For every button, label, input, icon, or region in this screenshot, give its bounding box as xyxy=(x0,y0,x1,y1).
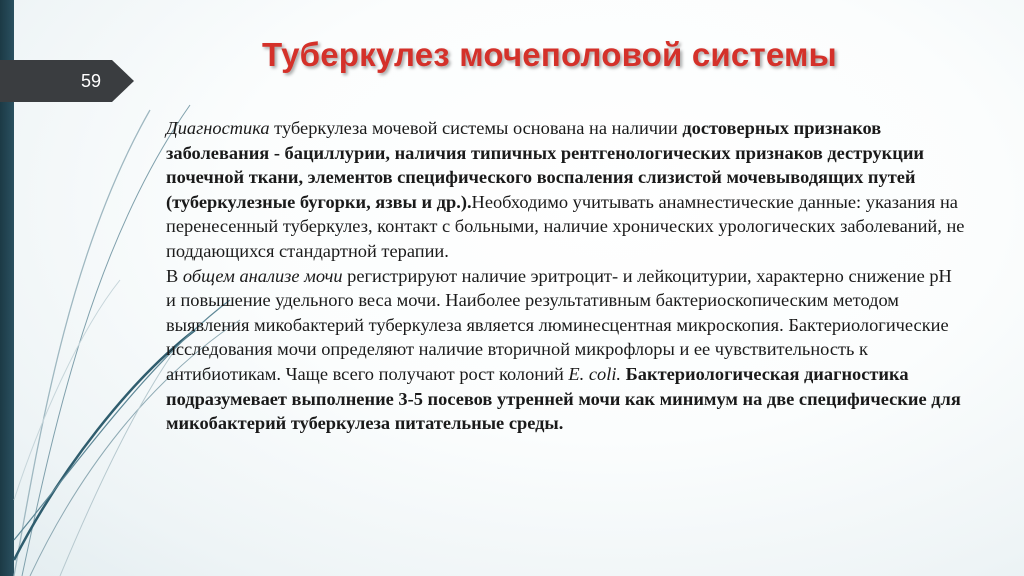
paragraph-urinalysis xyxy=(166,264,966,436)
slide-number: 59 xyxy=(80,71,102,91)
slide-title: Туберкулез мочеполовой системы xyxy=(262,36,837,73)
urinalysis-term: общем анализе мочи xyxy=(182,265,343,286)
urinalysis-lead: В xyxy=(166,265,183,286)
bacteriology-text: Бактериологическая диагностика подразумевает выполнение 3-5 посевов утренней мочи как минимум на две специфические для микобактерий туберкулеза питательные среды. xyxy=(166,363,961,434)
diagnostics-text: туберкулеза мочевой системы основана на наличии xyxy=(269,118,683,138)
paragraph-diagnostics xyxy=(166,116,966,264)
diagnostics-signs: достоверных признаков заболевания - бациллурии, наличия типичных рентгенологических признаков деструкции почечной ткани, элементов специфического воспаления слизистой мочевыводящих путей (туберкулезные бугорки, язвы и др.). xyxy=(166,118,925,212)
urinalysis-text: регистрируют наличие эритроцит- и лейкоцитурии, характерно снижение pH и повышение удельного веса мочи. Наиболее результативным бактериоскопическим методом выявления микобактерий туберкулеза является люминесцентная микроскопия. Бактериологические исследования мочи определяют наличие вторичной микрофлоры и ее чувствительность к антибиотикам. Чаще всего получают рост колоний xyxy=(166,265,952,384)
diagnostics-term: Диагностика xyxy=(166,118,270,138)
slide-body xyxy=(166,116,966,436)
anamnesis-text: Необходимо учитывать анамнестические данные: указания на перенесенный туберкулез, контакт с больными, наличие хронических урологических заболеваний, не поддающихся стандартной терапии. xyxy=(166,191,965,261)
ecoli-species: E. coli. xyxy=(568,363,622,384)
